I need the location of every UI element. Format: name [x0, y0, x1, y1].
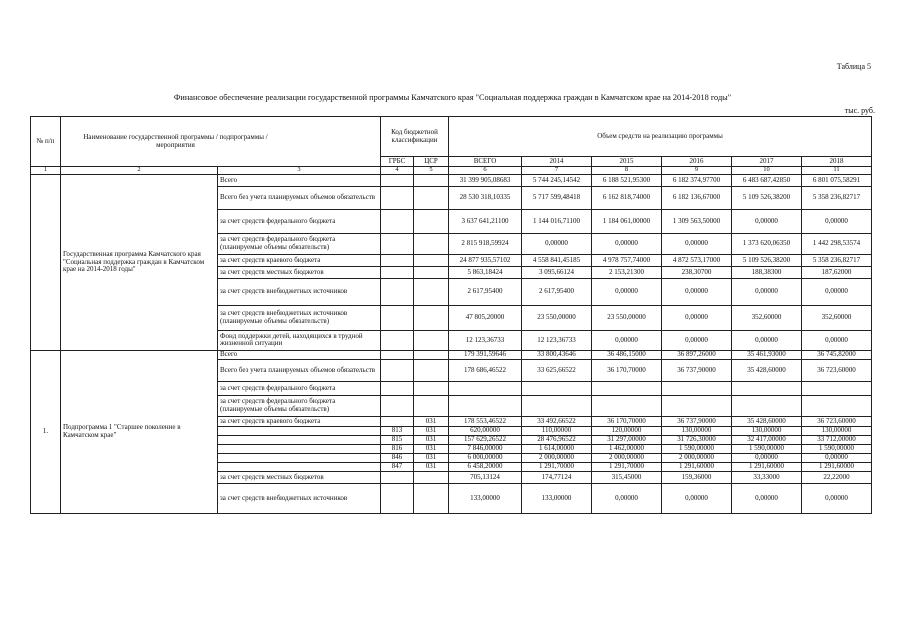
value-y2016: 4 872 573,17000: [662, 254, 732, 266]
value-y2017: 35 461,93000: [732, 350, 802, 359]
source-label: [218, 426, 381, 435]
value-total: 47 805,20000: [449, 305, 522, 330]
value-y2016: 0,00000: [662, 330, 732, 350]
source-label: за счет средств федерального бюджета: [218, 209, 381, 233]
value-y2018: 0,00000: [802, 330, 872, 350]
value-total: 157 629,26522: [449, 435, 522, 444]
value-y2016: 6 182 136,67000: [662, 186, 732, 209]
value-y2016: 0,00000: [662, 305, 732, 330]
value-y2018: [802, 381, 872, 395]
grbs-cell: [381, 381, 414, 395]
value-y2016: 36 737,90000: [662, 359, 732, 381]
value-total: 31 399 905,08683: [449, 174, 522, 186]
value-y2017: 6 483 687,42850: [732, 174, 802, 186]
value-y2017: [732, 381, 802, 395]
grbs-cell: 846: [381, 453, 414, 462]
csr-cell: [414, 350, 449, 359]
value-y2016: 1 309 563,50000: [662, 209, 732, 233]
value-y2015: 0,00000: [592, 330, 662, 350]
csr-cell: [414, 278, 449, 305]
grbs-cell: [381, 209, 414, 233]
value-y2014: 28 476,96522: [522, 435, 592, 444]
value-y2016: 2 000,00000: [662, 453, 732, 462]
grbs-cell: [381, 305, 414, 330]
value-y2014: 33 625,66522: [522, 359, 592, 381]
value-y2014: 1 291,70000: [522, 462, 592, 471]
grbs-cell: 815: [381, 435, 414, 444]
value-y2015: [592, 381, 662, 395]
value-y2017: 5 109 526,38200: [732, 186, 802, 209]
value-y2014: 174,77124: [522, 471, 592, 483]
financing-table: [30, 116, 872, 514]
value-y2015: [592, 395, 662, 416]
value-y2015: 4 978 757,74000: [592, 254, 662, 266]
value-total: 6 458,20000: [449, 462, 522, 471]
table-number-label: Таблица 5: [836, 62, 871, 71]
value-y2017: 0,00000: [732, 483, 802, 513]
value-y2017: 0,00000: [732, 453, 802, 462]
program-name: Государственная программа Камчатского края "Социальная поддержка граждан в Камчатском крае на 2014-2018 годы": [61, 174, 218, 350]
source-label: Фонд поддержки детей, находящихся в трудной жизненной ситуации: [218, 330, 381, 350]
value-y2015: 1 462,00000: [592, 444, 662, 453]
grbs-cell: [381, 174, 414, 186]
index-cell: 5: [414, 167, 449, 175]
index-cell: 1: [31, 167, 61, 175]
index-cell: 6: [449, 167, 522, 175]
header-2016: 2016: [662, 157, 732, 167]
value-total: 3 637 641,21100: [449, 209, 522, 233]
value-y2016: 0,00000: [662, 483, 732, 513]
index-cell: 7: [522, 167, 592, 175]
index-cell: 2: [61, 167, 218, 175]
grbs-cell: [381, 350, 414, 359]
value-y2017: 32 417,00000: [732, 435, 802, 444]
value-y2016: 1 291,60000: [662, 462, 732, 471]
value-y2015: 36 170,70000: [592, 359, 662, 381]
csr-cell: [414, 266, 449, 278]
csr-cell: [414, 359, 449, 381]
value-y2014: 3 095,66124: [522, 266, 592, 278]
value-y2018: 1 590,00000: [802, 444, 872, 453]
grbs-cell: [381, 266, 414, 278]
value-total: [449, 395, 522, 416]
value-y2016: 130,00000: [662, 426, 732, 435]
value-y2016: [662, 395, 732, 416]
csr-cell: 031: [414, 416, 449, 426]
csr-cell: [414, 305, 449, 330]
value-y2015: 315,45000: [592, 471, 662, 483]
csr-cell: 031: [414, 453, 449, 462]
value-total: 7 846,00000: [449, 444, 522, 453]
source-label: [218, 462, 381, 471]
index-cell: 10: [732, 167, 802, 175]
source-label: [218, 435, 381, 444]
source-label: за счет средств местных бюджетов: [218, 266, 381, 278]
value-y2017: 35 428,60000: [732, 359, 802, 381]
value-y2016: 6 182 374,97700: [662, 174, 732, 186]
grbs-cell: 813: [381, 426, 414, 435]
column-index-row: [31, 167, 872, 175]
index-cell: 3: [218, 167, 381, 175]
value-y2014: 5 744 245,14542: [522, 174, 592, 186]
value-y2017: 5 109 526,38200: [732, 254, 802, 266]
header-2018: 2018: [802, 157, 872, 167]
grbs-cell: [381, 416, 414, 426]
grbs-cell: [381, 233, 414, 254]
table-body: [31, 174, 872, 513]
value-total: [449, 381, 522, 395]
subprogram-number: 1.: [31, 350, 61, 513]
index-cell: 11: [802, 167, 872, 175]
value-y2018: 5 358 236,82717: [802, 254, 872, 266]
source-label: Всего без учета планируемых объемов обязательств: [218, 359, 381, 381]
value-y2015: 2 153,21300: [592, 266, 662, 278]
csr-cell: [414, 186, 449, 209]
grbs-cell: [381, 186, 414, 209]
value-y2015: 1 184 061,00000: [592, 209, 662, 233]
value-y2014: 1 614,00000: [522, 444, 592, 453]
csr-cell: [414, 209, 449, 233]
grbs-cell: [381, 395, 414, 416]
value-y2018: 36 745,82000: [802, 350, 872, 359]
value-y2014: 1 144 016,71100: [522, 209, 592, 233]
value-y2018: 6 801 075,58291: [802, 174, 872, 186]
value-y2015: 2 000,00000: [592, 453, 662, 462]
header-grbs: ГРБС: [381, 157, 414, 167]
header-2017: 2017: [732, 157, 802, 167]
value-y2014: 23 550,00000: [522, 305, 592, 330]
value-y2017: 352,60000: [732, 305, 802, 330]
value-total: 5 863,18424: [449, 266, 522, 278]
csr-cell: [414, 381, 449, 395]
value-y2016: 0,00000: [662, 278, 732, 305]
value-y2018: 0,00000: [802, 278, 872, 305]
header-2014: 2014: [522, 157, 592, 167]
value-y2016: 31 726,30000: [662, 435, 732, 444]
value-y2017: 1 373 620,06350: [732, 233, 802, 254]
value-y2014: 2 617,95400: [522, 278, 592, 305]
subprogram-row: [31, 350, 872, 359]
value-y2015: 36 486,15000: [592, 350, 662, 359]
csr-cell: 031: [414, 435, 449, 444]
value-y2014: [522, 395, 592, 416]
value-y2018: 36 723,60000: [802, 416, 872, 426]
csr-cell: [414, 330, 449, 350]
value-y2016: 1 590,00000: [662, 444, 732, 453]
value-total: 178 553,46522: [449, 416, 522, 426]
index-cell: 8: [592, 167, 662, 175]
value-y2018: [802, 395, 872, 416]
value-y2017: 0,00000: [732, 278, 802, 305]
value-y2014: 110,00000: [522, 426, 592, 435]
value-y2016: 238,30700: [662, 266, 732, 278]
source-label: Всего: [218, 350, 381, 359]
csr-cell: [414, 395, 449, 416]
value-y2014: 33 800,43646: [522, 350, 592, 359]
value-y2015: 36 170,70000: [592, 416, 662, 426]
source-label: за счет средств внебюджетных источников: [218, 278, 381, 305]
grbs-cell: [381, 278, 414, 305]
csr-cell: [414, 471, 449, 483]
value-y2018: 22,22000: [802, 471, 872, 483]
value-y2018: 5 358 236,82717: [802, 186, 872, 209]
value-y2017: 35 428,60000: [732, 416, 802, 426]
value-y2014: 5 717 599,48418: [522, 186, 592, 209]
value-total: 2 617,95400: [449, 278, 522, 305]
value-y2017: 0,00000: [732, 330, 802, 350]
csr-cell: 031: [414, 462, 449, 471]
value-y2015: 6 188 521,95300: [592, 174, 662, 186]
source-label: за счет средств федерального бюджета (планируемые объемы обязательств): [218, 233, 381, 254]
value-y2015: 6 162 818,74000: [592, 186, 662, 209]
csr-cell: [414, 233, 449, 254]
value-total: 12 123,36733: [449, 330, 522, 350]
source-label: за счет средств внебюджетных источников: [218, 483, 381, 513]
grbs-cell: [381, 330, 414, 350]
value-y2018: 130,00000: [802, 426, 872, 435]
value-y2016: 36 897,26000: [662, 350, 732, 359]
value-y2014: 4 558 841,45185: [522, 254, 592, 266]
value-y2017: 130,00000: [732, 426, 802, 435]
value-y2015: 31 297,00000: [592, 435, 662, 444]
source-label: Всего: [218, 174, 381, 186]
index-cell: 4: [381, 167, 414, 175]
source-label: [218, 444, 381, 453]
value-total: 28 530 318,10335: [449, 186, 522, 209]
value-y2017: 33,33000: [732, 471, 802, 483]
value-y2018: 33 712,00000: [802, 435, 872, 444]
value-total: 133,00000: [449, 483, 522, 513]
value-y2018: 352,60000: [802, 305, 872, 330]
csr-cell: [414, 483, 449, 513]
value-y2014: 133,00000: [522, 483, 592, 513]
source-label: за счет средств краевого бюджета: [218, 416, 381, 426]
value-y2017: 0,00000: [732, 209, 802, 233]
value-y2014: [522, 381, 592, 395]
value-y2014: 33 492,66522: [522, 416, 592, 426]
value-total: 179 391,59646: [449, 350, 522, 359]
csr-cell: [414, 254, 449, 266]
value-total: 705,13124: [449, 471, 522, 483]
source-label: за счет средств внебюджетных источников (планируемые объемы обязательств): [218, 305, 381, 330]
value-y2018: 0,00000: [802, 209, 872, 233]
header-code: Код бюджетной классификации: [381, 117, 449, 157]
program-row: [31, 174, 872, 186]
value-y2015: 0,00000: [592, 278, 662, 305]
source-label: [218, 453, 381, 462]
csr-cell: [414, 174, 449, 186]
value-total: 24 877 935,57102: [449, 254, 522, 266]
value-y2016: 0,00000: [662, 233, 732, 254]
grbs-cell: 847: [381, 462, 414, 471]
units-label: тыс. руб.: [844, 106, 875, 115]
source-label: за счет средств федерального бюджета: [218, 381, 381, 395]
value-y2017: 188,38300: [732, 266, 802, 278]
value-total: 178 686,46522: [449, 359, 522, 381]
header-volume: Объем средств на реализацию программы: [449, 117, 872, 157]
index-cell: 9: [662, 167, 732, 175]
value-total: 620,00000: [449, 426, 522, 435]
value-y2016: 36 737,90000: [662, 416, 732, 426]
grbs-cell: [381, 254, 414, 266]
value-y2017: [732, 395, 802, 416]
grbs-cell: [381, 483, 414, 513]
source-label: Всего без учета планируемых объемов обязательств: [218, 186, 381, 209]
value-y2017: 1 590,00000: [732, 444, 802, 453]
header-name: Наименование государственной программы / подпрограммы / мероприятия: [61, 117, 381, 167]
csr-cell: 031: [414, 444, 449, 453]
source-label: за счет средств федерального бюджета (планируемые объемы обязательств): [218, 395, 381, 416]
header-total: ВСЕГО: [449, 157, 522, 167]
value-y2017: 1 291,60000: [732, 462, 802, 471]
grbs-cell: 816: [381, 444, 414, 453]
value-y2014: 2 000,00000: [522, 453, 592, 462]
value-y2018: 0,00000: [802, 483, 872, 513]
program-number: [31, 174, 61, 350]
document-title: Финансовое обеспечение реализации государственной программы Камчатского края "Социальная поддержка граждан в Камчатском крае на 2014-2018 годы": [173, 93, 732, 102]
value-y2018: 1 442 298,53574: [802, 233, 872, 254]
value-y2015: 1 291,70000: [592, 462, 662, 471]
value-y2018: 1 291,60000: [802, 462, 872, 471]
subprogram-name: Подпрограмма 1 "Старшее поколение в Камчатском крае": [61, 350, 218, 513]
grbs-cell: [381, 359, 414, 381]
grbs-cell: [381, 471, 414, 483]
source-label: за счет средств местных бюджетов: [218, 471, 381, 483]
value-y2018: 36 723,60000: [802, 359, 872, 381]
value-y2018: 0,00000: [802, 453, 872, 462]
value-y2015: 23 550,00000: [592, 305, 662, 330]
value-total: 6 000,00000: [449, 453, 522, 462]
value-y2018: 187,62000: [802, 266, 872, 278]
value-y2015: 0,00000: [592, 233, 662, 254]
value-y2015: 120,00000: [592, 426, 662, 435]
csr-cell: 031: [414, 426, 449, 435]
header-csr: ЦСР: [414, 157, 449, 167]
header-num: № п/п: [31, 117, 61, 167]
value-y2014: 0,00000: [522, 233, 592, 254]
value-y2014: 12 123,36733: [522, 330, 592, 350]
source-label: за счет средств краевого бюджета: [218, 254, 381, 266]
header-2015: 2015: [592, 157, 662, 167]
value-y2016: [662, 381, 732, 395]
value-y2015: 0,00000: [592, 483, 662, 513]
value-y2016: 159,36000: [662, 471, 732, 483]
value-total: 2 815 918,59924: [449, 233, 522, 254]
